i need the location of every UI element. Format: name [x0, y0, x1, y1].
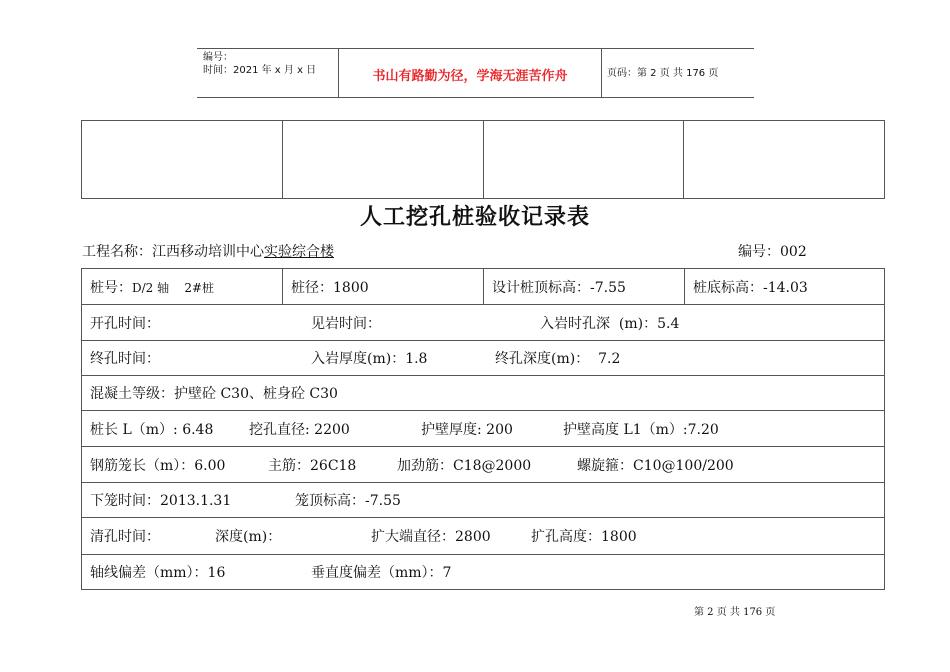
wall-thickness: 护壁厚度: 200	[421, 421, 513, 438]
blank-cell	[484, 121, 685, 198]
pile-length: 桩长 L（m）: 6.48	[90, 421, 214, 438]
header-motto-cell	[339, 49, 602, 97]
pile-top-elevation: 设计桩顶标高：-7.55	[492, 279, 626, 296]
blank-cell	[283, 121, 484, 198]
project-name	[82, 241, 334, 261]
spiral-stirrup: 螺旋箍：C10@100/200	[577, 457, 734, 474]
excavation-diameter: 挖孔直径: 2200	[249, 421, 350, 438]
hole-end-time: 终孔时间：	[90, 351, 160, 367]
inspection-table	[81, 268, 885, 590]
hole-cleaning-time: 清孔时间：	[90, 529, 160, 545]
table-row	[82, 411, 884, 447]
pile-no-cell	[82, 269, 283, 304]
table-row	[82, 483, 884, 518]
diameter-cell	[283, 269, 484, 304]
header-page-cell	[602, 49, 754, 97]
page-footer: 第 2 页 共 176 页	[694, 607, 776, 618]
pile-bottom-elevation: 桩底标高：-14.03	[693, 279, 808, 296]
stiffener-rebar: 加劲筋：C18@2000	[397, 457, 532, 474]
verticality-deviation: 垂直度偏差（mm）：7	[311, 565, 452, 581]
top-elevation-cell	[484, 269, 685, 304]
concrete-grade: 混凝土等级：护壁砼 C30、桩身砼 C30	[90, 386, 338, 402]
rock-seen-time: 见岩时间：	[311, 315, 381, 332]
project-label: 工程名称：	[82, 244, 152, 260]
record-code: 编号：002	[738, 244, 807, 260]
pile-diameter: 桩径：1800	[291, 279, 369, 296]
table-row	[82, 447, 884, 483]
final-hole-depth: 终孔深度(m)： 7.2	[495, 351, 621, 367]
reaming-height: 扩孔高度：1800	[531, 529, 637, 545]
bottom-elevation-cell	[685, 269, 884, 304]
table-row	[82, 555, 884, 590]
hole-open-time: 开孔时间：	[90, 315, 160, 332]
header-info-cell	[197, 49, 339, 97]
blank-signature-row	[81, 120, 885, 199]
page-header	[197, 48, 754, 98]
table-row	[82, 341, 884, 376]
cage-top-elevation: 笼顶标高：-7.55	[295, 493, 401, 509]
blank-cell	[684, 121, 884, 198]
project-name-underlined: 实验综合楼	[264, 244, 334, 260]
main-rebar: 主筋：26C18	[268, 457, 357, 474]
blank-cell	[82, 121, 283, 198]
enlarged-end-diameter: 扩大端直径：2800	[371, 529, 491, 545]
number-label: 编号：	[203, 52, 233, 63]
table-row	[82, 376, 884, 411]
axis-deviation: 轴线偏差（mm）：16	[90, 565, 226, 581]
rock-entry-depth: 入岩时孔深 (m)：5.4	[540, 315, 680, 332]
project-name-plain: 江西移动培训中心	[152, 244, 264, 260]
wall-height: 护壁高度 L1（m）:7.20	[563, 421, 719, 438]
table-row	[82, 305, 884, 341]
pile-no-value: D/2 轴 2#桩	[132, 280, 215, 295]
cage-length: 钢筋笼长（m）：6.00	[90, 457, 226, 474]
cage-lowering-time: 下笼时间：2013.1.31	[90, 493, 232, 509]
rock-entry-thickness: 入岩厚度(m)：1.8	[311, 351, 428, 367]
document-title: 人工挖孔桩验收记录表	[359, 204, 590, 230]
cleaning-depth: 深度(m)：	[215, 529, 282, 545]
table-row	[82, 518, 884, 555]
page-label: 页码：第 2 页 共 176 页	[607, 68, 719, 79]
pile-no-label: 桩号：	[90, 279, 132, 296]
motto: 书山有路勤为径，学海无涯苦作舟	[372, 69, 568, 84]
time-label: 时间：2021 年 x 月 x 日	[203, 65, 317, 76]
table-row	[82, 269, 884, 305]
